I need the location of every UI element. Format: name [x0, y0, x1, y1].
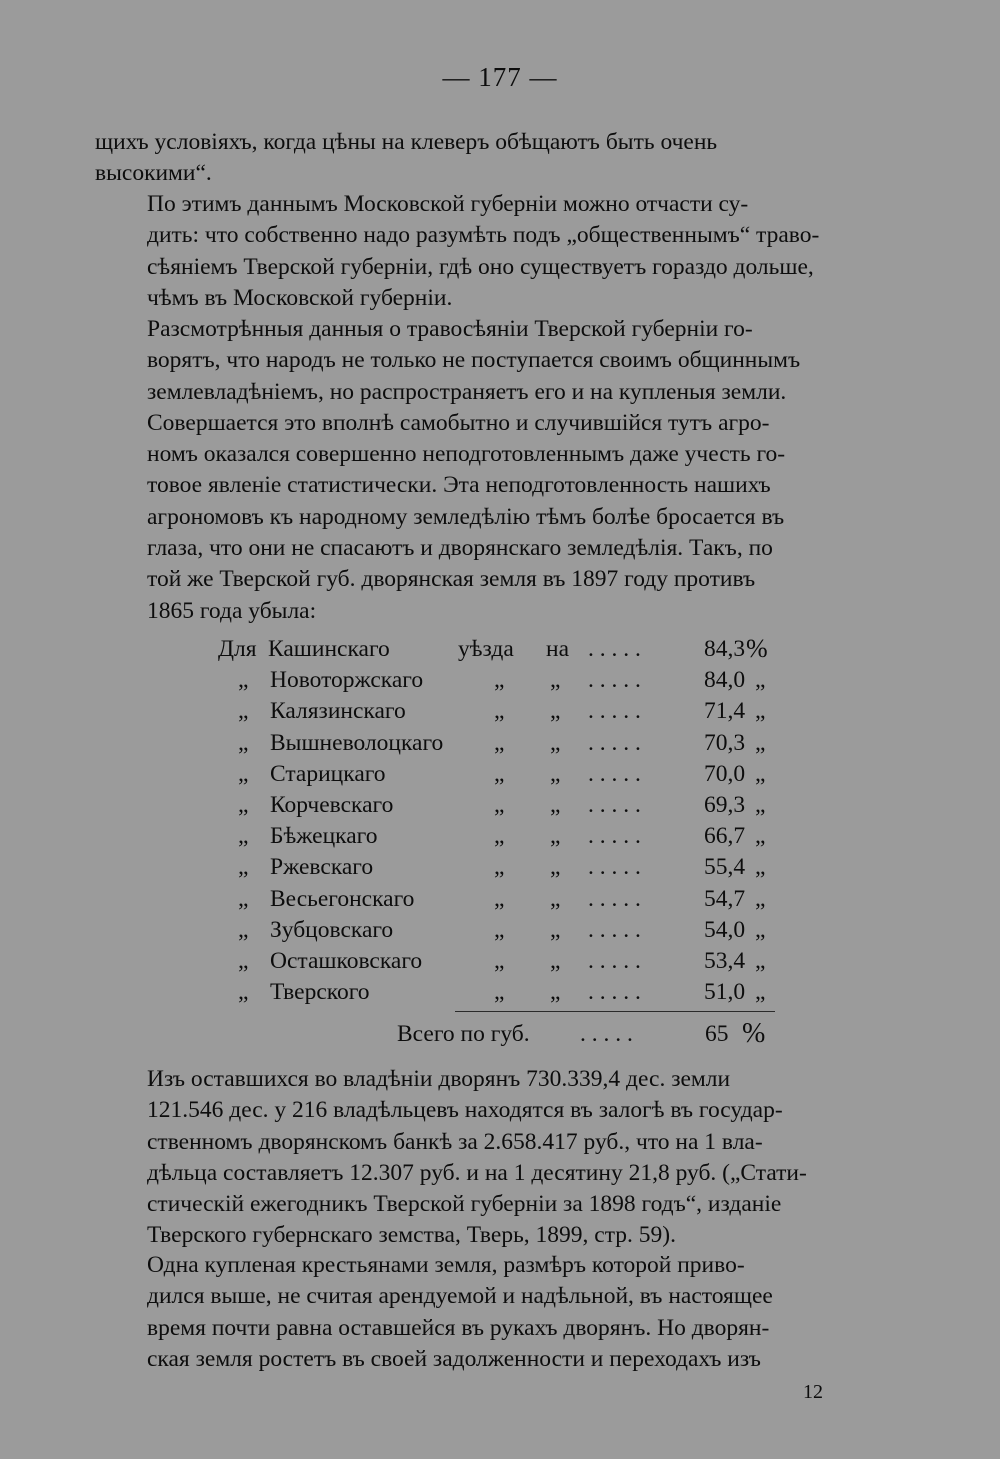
- ditto-mark: „: [755, 792, 766, 818]
- ditto-mark: „: [494, 760, 505, 787]
- row-name: Кашинскаго: [268, 636, 390, 662]
- row-name: Весьегонскаго: [270, 885, 415, 912]
- text-line: глаза, что они не спасаютъ и дворянскаго земледѣлія. Такъ, по: [147, 535, 773, 562]
- ditto-mark: „: [550, 979, 561, 1006]
- ditto-mark: „: [755, 948, 766, 974]
- ditto-mark: „: [550, 760, 561, 787]
- page-number: — 177 —: [442, 62, 558, 92]
- leader-dots: . . . . .: [588, 636, 641, 662]
- ditto-mark: „: [550, 854, 561, 881]
- text-line: ственномъ дворянскомъ банкѣ за 2.658.417 руб., что на 1 вла-: [147, 1128, 763, 1155]
- text-line: Одна купленая крестьянами земля, размѣръ которой приво-: [147, 1252, 745, 1278]
- row-name: Корчевскаго: [270, 792, 394, 818]
- ditto-mark: „: [238, 823, 249, 850]
- ditto-mark: „: [238, 885, 249, 912]
- ditto-mark: „: [550, 948, 561, 974]
- text-line: 1865 года убыла:: [147, 597, 317, 624]
- ditto-mark: „: [494, 823, 505, 850]
- ditto-mark: „: [494, 854, 505, 881]
- ditto-mark: „: [494, 916, 505, 943]
- text-line: По этимъ даннымъ Московской губерніи можно отчасти су-: [147, 191, 749, 217]
- leader-dots: . . . . .: [588, 885, 641, 912]
- ditto-mark: „: [755, 667, 766, 694]
- text-line: той же Тверской губ. дворянская земля въ 1897 году противъ: [147, 566, 756, 593]
- text-line: время почти равна оставшейся въ рукахъ дворянъ. Но дворян-: [147, 1314, 770, 1341]
- text-line: чѣмъ въ Московской губерніи.: [147, 284, 453, 311]
- ditto-mark: „: [550, 667, 561, 694]
- text-line: стическій ежегодникъ Тверской губерніи за 1898 годъ“, изданіе: [147, 1191, 782, 1218]
- printer-signature-mark: 12: [803, 1381, 823, 1403]
- row-value: 51,0: [704, 979, 746, 1006]
- total-label: Всего по губ.: [397, 1021, 530, 1048]
- ditto-mark: „: [550, 823, 561, 850]
- leader-dots: . . . . .: [588, 698, 641, 725]
- paragraph-3: [95, 314, 903, 627]
- ditto-mark: „: [755, 823, 766, 850]
- text-line: ская земля ростетъ въ своей задолженности и переходахъ изъ: [147, 1345, 761, 1372]
- text-line: щихъ условіяхъ, когда цѣны на клеверъ обѣщаютъ быть очень: [95, 129, 718, 155]
- text-line: Изъ оставшихся во владѣніи дворянъ 730.339,4 дес. земли: [147, 1066, 731, 1092]
- ditto-mark: „: [755, 916, 766, 943]
- row-value: 54,0: [704, 916, 746, 943]
- text-line: 121.546 дес. у 216 владѣльцевъ находятся въ залогѣ въ государ-: [147, 1097, 783, 1124]
- row-value: 84,3: [704, 636, 746, 662]
- ditto-mark: „: [238, 698, 249, 725]
- row-value: 70,0: [704, 760, 746, 787]
- unit-sign: %: [746, 634, 768, 663]
- ditto-mark: „: [494, 885, 505, 912]
- leader-dots: . . . . .: [588, 729, 641, 756]
- leader-dots: . . . . .: [588, 760, 641, 787]
- ditto-mark: „: [755, 698, 766, 725]
- ditto-mark: „: [494, 729, 505, 756]
- text-line: ворятъ, что народъ не только не поступается своимъ общиннымъ: [147, 347, 801, 374]
- unit-sign: %: [742, 1018, 766, 1050]
- row-value: 71,4: [704, 698, 746, 725]
- row-value: 70,3: [704, 729, 746, 756]
- ditto-mark: „: [550, 729, 561, 756]
- ditto-mark: „: [238, 948, 249, 974]
- text-line: агрономовъ къ народному земледѣлію тѣмъ болѣе бросается въ: [147, 503, 785, 530]
- row-name: Тверского: [270, 979, 370, 1006]
- row-name: Ржевскаго: [270, 854, 374, 881]
- ditto-mark: „: [755, 885, 766, 912]
- row-name: Зубцовскаго: [270, 916, 394, 943]
- row-prefix: Для: [218, 636, 257, 662]
- row-name: Новоторжскаго: [270, 667, 424, 694]
- total-value: 65: [705, 1021, 729, 1048]
- paragraph-2: [95, 189, 903, 314]
- text-line: дить: что собственно надо разумѣть подъ „общественнымъ“ траво-: [147, 222, 820, 249]
- leader-dots: . . . . .: [588, 916, 641, 943]
- text-line: землевладѣніемъ, но распространяетъ его и на купленыя земли.: [147, 378, 787, 405]
- na-word: на: [546, 636, 570, 662]
- row-value: 54,7: [704, 885, 746, 912]
- text-line: номъ оказался совершенно неподготовленнымъ даже учесть го-: [147, 441, 786, 468]
- ditto-mark: „: [238, 979, 249, 1006]
- ditto-mark: „: [550, 916, 561, 943]
- uezd-word: уѣзда: [458, 636, 514, 662]
- ditto-mark: „: [550, 885, 561, 912]
- row-name: Вышневолоцкаго: [270, 729, 444, 756]
- text-line: высокими“.: [95, 160, 212, 187]
- ditto-mark: „: [238, 792, 249, 818]
- leader-dots: . . . . .: [580, 1021, 633, 1048]
- row-name: Бѣжецкаго: [270, 823, 378, 850]
- row-name: Калязинскаго: [270, 698, 406, 725]
- row-value: 66,7: [704, 823, 746, 850]
- ditto-mark: „: [238, 760, 249, 787]
- ditto-mark: „: [238, 916, 249, 943]
- ditto-mark: „: [550, 698, 561, 725]
- ditto-mark: „: [755, 854, 766, 881]
- text-line: Тверского губернскаго земства, Тверь, 1899, стр. 59).: [147, 1222, 676, 1249]
- text-line: дился выше, не считая арендуемой и надѣльной, въ настоящее: [147, 1283, 773, 1310]
- text-line: Разсмотрѣнныя данныя о травосѣяніи Тверской губерніи го-: [147, 316, 753, 342]
- leader-dots: . . . . .: [588, 854, 641, 881]
- ditto-mark: „: [494, 979, 505, 1006]
- ditto-mark: „: [238, 854, 249, 881]
- row-name: Старицкаго: [270, 760, 386, 787]
- paragraph-5: [95, 1250, 903, 1375]
- leader-dots: . . . . .: [588, 979, 641, 1006]
- row-name: Осташковскаго: [270, 948, 423, 974]
- text-line: товое явленіе статистически. Эта неподготовленность нашихъ: [147, 472, 771, 499]
- row-value: 69,3: [704, 792, 746, 818]
- leader-dots: . . . . .: [588, 823, 641, 850]
- ditto-mark: „: [755, 729, 766, 756]
- ditto-mark: „: [755, 979, 766, 1006]
- row-value: 84,0: [704, 667, 746, 694]
- text-line: Совершается это вполнѣ самобытно и случившійся тутъ агро-: [147, 409, 770, 436]
- leader-dots: . . . . .: [588, 667, 641, 694]
- leader-dots: . . . . .: [588, 948, 641, 974]
- ditto-mark: „: [238, 729, 249, 756]
- ditto-mark: „: [238, 667, 249, 694]
- ditto-mark: „: [494, 667, 505, 694]
- ditto-mark: „: [494, 948, 505, 974]
- row-value: 53,4: [704, 948, 746, 974]
- paragraph-1: [95, 127, 903, 190]
- ditto-mark: „: [494, 792, 505, 818]
- row-value: 55,4: [704, 854, 746, 881]
- sum-rule: [455, 1011, 775, 1012]
- leader-dots: . . . . .: [588, 792, 641, 818]
- ditto-mark: „: [550, 792, 561, 818]
- ditto-mark: „: [755, 760, 766, 787]
- ditto-mark: „: [494, 698, 505, 725]
- text-line: дѣльца составляетъ 12.307 руб. и на 1 десятину 21,8 руб. („Стати-: [147, 1159, 807, 1186]
- paragraph-4: [95, 1064, 903, 1252]
- text-line: сѣяніемъ Тверской губерніи, гдѣ оно существуетъ гораздо дольше,: [147, 253, 814, 280]
